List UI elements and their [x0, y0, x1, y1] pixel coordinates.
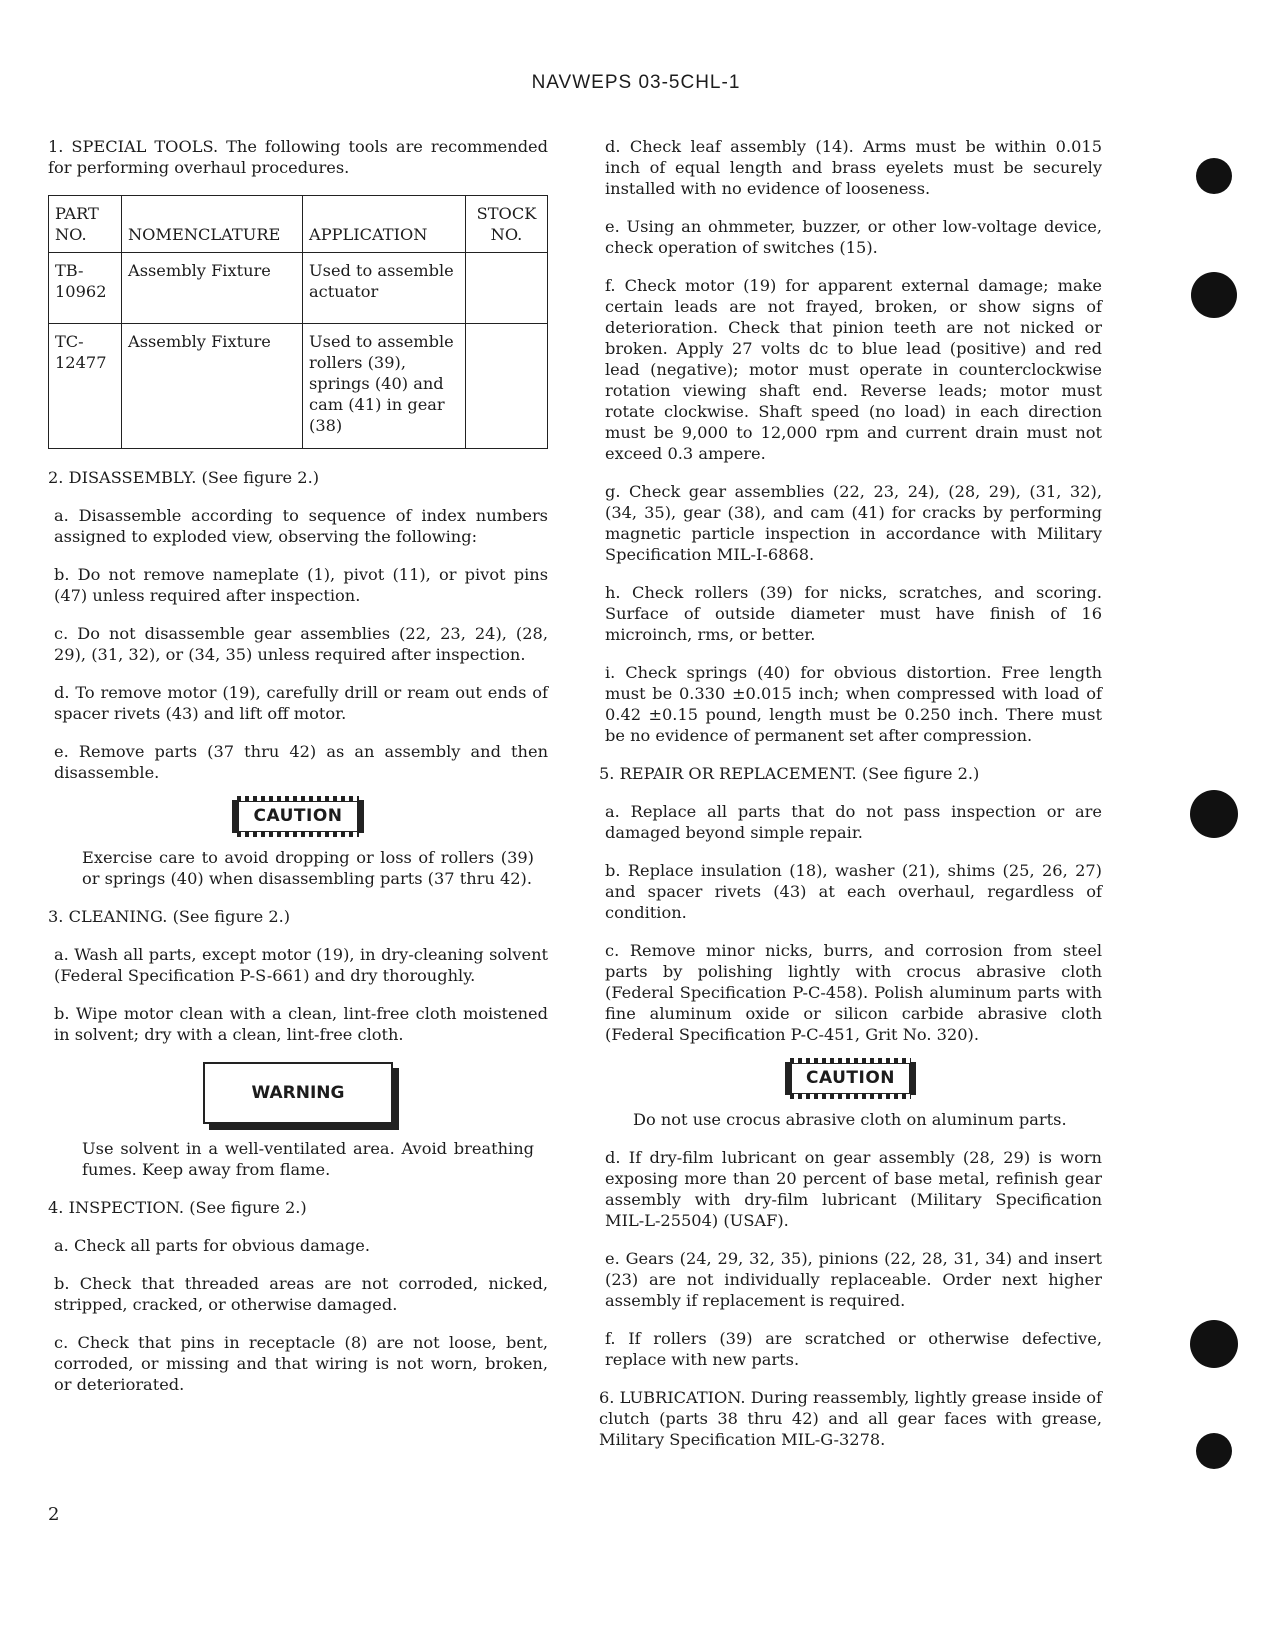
- binder-hole-icon: [1191, 272, 1237, 318]
- header-application: APPLICATION: [303, 196, 466, 253]
- cell-part-no: TC-12477: [49, 324, 122, 449]
- repair-step-b: b. Replace insulation (18), washer (21), shims (25, 26, 27) and spacer rivets (43) at each overhaul, regardless of condition.: [605, 861, 1102, 922]
- section-special-tools: 1. SPECIAL TOOLS. The following tools are recommended for performing overhaul procedures.: [48, 137, 548, 177]
- binder-hole-icon: [1196, 158, 1232, 194]
- caution-text: Do not use crocus abrasive cloth on aluminum parts.: [633, 1110, 1067, 1129]
- disassembly-step-b: b. Do not remove nameplate (1), pivot (11), or pivot pins (47) unless required after inspection.: [54, 565, 548, 605]
- cell-stock-no: [466, 253, 548, 324]
- inspection-step-a: a. Check all parts for obvious damage.: [54, 1236, 370, 1255]
- left-column: [48, 136, 548, 1412]
- cleaning-step-a: a. Wash all parts, except motor (19), in dry-cleaning solvent (Federal Specification P-S-661) and dry thoroughly.: [54, 945, 548, 985]
- inspection-step-c: c. Check that pins in receptacle (8) are not loose, bent, corroded, or missing and that wiring is not worn, broken, or deteriorated.: [54, 1333, 548, 1394]
- inspection-step-h: h. Check rollers (39) for nicks, scratches, and scoring. Surface of outside diameter must have finish of 16 microinch, rms, or better.: [605, 583, 1102, 644]
- repair-step-e: e. Gears (24, 29, 32, 35), pinions (22, 28, 31, 34) and insert (23) are not individually replaceable. Order next higher assembly if replacement is required.: [605, 1249, 1102, 1310]
- repair-step-f: f. If rollers (39) are scratched or otherwise defective, replace with new parts.: [605, 1329, 1102, 1369]
- section-inspection: 4. INSPECTION. (See figure 2.): [48, 1198, 307, 1217]
- warning-text: Use solvent in a well-ventilated area. Avoid breathing fumes. Keep away from flame.: [82, 1139, 534, 1179]
- table-row: [49, 253, 548, 324]
- header-nomenclature: NOMENCLATURE: [122, 196, 303, 253]
- header-part-no: PART NO.: [49, 196, 122, 253]
- cleaning-step-b: b. Wipe motor clean with a clean, lint-free cloth moistened in solvent; dry with a clean, lint-free cloth.: [54, 1004, 548, 1044]
- inspection-step-i: i. Check springs (40) for obvious distortion. Free length must be 0.330 ±0.015 inch; when compressed with load of 0.42 ±0.15 pound, length must be 0.250 inch. There must be no evidence of permanent set after compression.: [605, 663, 1102, 745]
- document-header: NAVWEPS 03-5CHL-1: [531, 72, 741, 93]
- inspection-step-b: b. Check that threaded areas are not corroded, nicked, stripped, cracked, or otherwise damaged.: [54, 1274, 548, 1314]
- right-column: [599, 136, 1102, 1467]
- disassembly-step-d: d. To remove motor (19), carefully drill or ream out ends of spacer rivets (43) and lift off motor.: [54, 683, 548, 723]
- disassembly-step-e: e. Remove parts (37 thru 42) as an assembly and then disassemble.: [54, 742, 548, 782]
- cell-part-no: TB-10962: [49, 253, 122, 324]
- inspection-step-e: e. Using an ohmmeter, buzzer, or other low-voltage device, check operation of switches (15).: [605, 217, 1102, 257]
- section-disassembly: 2. DISASSEMBLY. (See figure 2.): [48, 468, 320, 487]
- binder-hole-icon: [1190, 790, 1238, 838]
- warning-label: WARNING: [203, 1062, 393, 1124]
- cell-stock-no: [466, 324, 548, 449]
- inspection-step-f: f. Check motor (19) for apparent external damage; make certain leads are not frayed, broken, or show signs of deterioration. Check that pinion teeth are not nicked or broken. Apply 27 volts dc to blue lead (positive) and red lead (negative); motor must operate in counterclockwise rotation viewing shaft end. Reverse leads; motor must rotate clockwise. Shaft speed (no load) in each direction must be 9,000 to 12,000 rpm and current drain must not exceed 0.3 ampere.: [605, 276, 1102, 463]
- table-header-row: [49, 196, 548, 253]
- page-number: 2: [48, 1504, 60, 1525]
- repair-step-c: c. Remove minor nicks, burrs, and corrosion from steel parts by polishing lightly with crocus abrasive cloth (Federal Specification P-C-458). Polish aluminum parts with fine aluminum oxide or silicon carbide abrasive cloth (Federal Specification P-C-451, Grit No. 320).: [605, 941, 1102, 1044]
- caution-banner: [48, 800, 548, 833]
- cell-nomenclature: Assembly Fixture: [122, 253, 303, 324]
- header-stock-no: STOCK NO.: [466, 196, 548, 253]
- binder-hole-icon: [1190, 1320, 1238, 1368]
- section-cleaning: 3. CLEANING. (See figure 2.): [48, 907, 291, 926]
- cell-application: Used to assemble actuator: [303, 253, 466, 324]
- repair-step-d: d. If dry-film lubricant on gear assembly (28, 29) is worn exposing more than 20 percent of base metal, refinish gear assembly with dry-film lubricant (Military Specification MIL-L-25504) (USAF).: [605, 1148, 1102, 1230]
- caution-label: CAUTION: [785, 1062, 916, 1095]
- special-tools-table: [48, 195, 548, 449]
- repair-step-a: a. Replace all parts that do not pass inspection or are damaged beyond simple repair.: [605, 802, 1102, 842]
- warning-banner: [48, 1062, 548, 1124]
- caution-label: CAUTION: [232, 800, 363, 833]
- binder-hole-icon: [1196, 1433, 1232, 1469]
- caution-text: Exercise care to avoid dropping or loss of rollers (39) or springs (40) when disassembling parts (37 thru 42).: [82, 848, 534, 888]
- section-lubrication: 6. LUBRICATION. During reassembly, lightly grease inside of clutch (parts 38 thru 42) and all gear faces with grease, Military Specification MIL-G-3278.: [599, 1388, 1102, 1449]
- cell-nomenclature: Assembly Fixture: [122, 324, 303, 449]
- inspection-step-g: g. Check gear assemblies (22, 23, 24), (28, 29), (31, 32), (34, 35), gear (38), and cam (41) for cracks by performing magnetic particle inspection in accordance with Military Specification MIL-I-6868.: [605, 482, 1102, 564]
- disassembly-step-a: a. Disassemble according to sequence of index numbers assigned to exploded view, observing the following:: [54, 506, 548, 546]
- cell-application: Used to assemble rollers (39), springs (40) and cam (41) in gear (38): [303, 324, 466, 449]
- table-row: [49, 324, 548, 449]
- section-repair-replacement: 5. REPAIR OR REPLACEMENT. (See figure 2.): [599, 764, 980, 783]
- inspection-step-d: d. Check leaf assembly (14). Arms must be within 0.015 inch of equal length and brass eyelets must be securely installed with no evidence of looseness.: [605, 137, 1102, 198]
- disassembly-step-c: c. Do not disassemble gear assemblies (22, 23, 24), (28, 29), (31, 32), or (34, 35) unless required after inspection.: [54, 624, 548, 664]
- caution-banner: [599, 1062, 1102, 1095]
